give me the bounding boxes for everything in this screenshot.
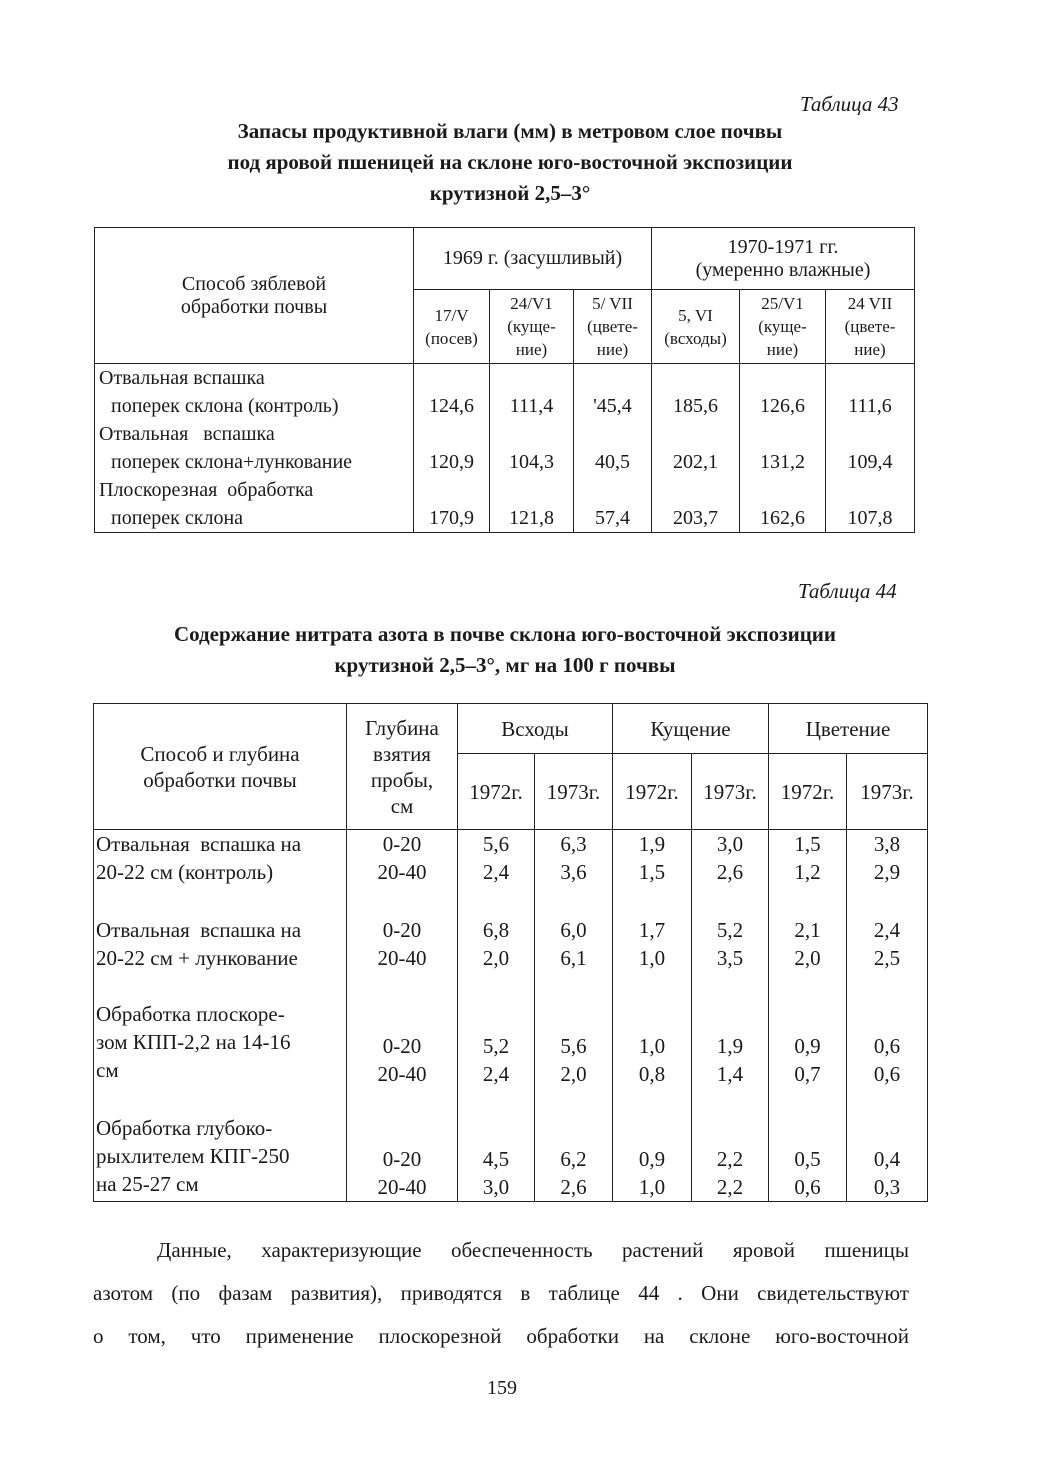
- header-year: 1972г.: [613, 754, 692, 830]
- cell-text: Отвальная вспашка: [99, 367, 265, 389]
- cell-text: 0,9: [638, 1147, 666, 1171]
- cell-text: Отвальная вспашка на: [96, 832, 302, 856]
- depth-cell: [347, 1114, 458, 1202]
- cell-text: 0,9: [794, 1033, 821, 1058]
- header-date: [574, 290, 652, 364]
- cell-text: 0,3: [873, 1175, 901, 1199]
- header-depth: [347, 704, 458, 830]
- row-method: [95, 420, 414, 476]
- table-cell: [847, 916, 928, 974]
- header-text: (цвете-: [844, 317, 896, 336]
- cell-text: 3,5: [716, 945, 744, 970]
- table-cell: [613, 1000, 692, 1088]
- cell-text: 0,6: [794, 1175, 821, 1199]
- cell-text: 20-22 см + лункование: [96, 945, 298, 970]
- cell-text: 2,0: [794, 945, 821, 970]
- row-method: [94, 1000, 347, 1088]
- cell-text: поперек склона+лункование: [111, 451, 353, 473]
- header-text: ние): [854, 340, 886, 359]
- table-cell: 131,2: [740, 420, 826, 476]
- table-cell: 202,1: [652, 420, 740, 476]
- cell-text: 2,9: [873, 860, 901, 884]
- cell-text: на 25-27 см: [96, 1171, 199, 1196]
- table-row: [94, 1000, 928, 1088]
- header-year: 1973г.: [847, 754, 928, 830]
- table-cell: [458, 1114, 535, 1202]
- header-text: 5, VI: [678, 305, 713, 325]
- table-row: [95, 420, 915, 476]
- header-text: (цвете-: [587, 317, 638, 336]
- header-date: [826, 290, 915, 364]
- header-text: 24 VII: [847, 294, 893, 313]
- cell-text: 1,4: [716, 1061, 744, 1086]
- cell-text: 6,8: [482, 917, 510, 942]
- cell-text: 2,5: [873, 945, 901, 970]
- header-years-1970-1971: [652, 228, 915, 290]
- cell-text: Обработка плоскоре-: [96, 1001, 285, 1026]
- spacer-row: [94, 974, 928, 1000]
- cell-text: 5,2: [482, 1033, 510, 1058]
- table-cell: 104,3: [490, 420, 574, 476]
- cell-text: 1,9: [638, 832, 666, 856]
- header-text: обработки почвы: [143, 767, 297, 792]
- cell-text: рыхлителем КПГ-250: [96, 1143, 290, 1168]
- table44-caption: Таблица 44: [798, 579, 897, 603]
- paragraph-line: азотом (по фазам развития), приводятся в таблице 44 . Они свидетельствуют: [93, 1281, 909, 1305]
- body-paragraph: [93, 1229, 909, 1358]
- cell-text: 1,9: [716, 1033, 744, 1058]
- table-row: [95, 364, 915, 421]
- cell-text: 20-40: [377, 1175, 427, 1199]
- row-method: [95, 476, 414, 533]
- table-cell: 111,4: [490, 364, 574, 421]
- header-text: (куще-: [758, 317, 807, 336]
- header-text: пробы,: [370, 767, 434, 792]
- cell-text: 0,8: [638, 1061, 666, 1086]
- cell-text: 5,6: [560, 1033, 587, 1058]
- table-cell: [458, 916, 535, 974]
- cell-text: 3,0: [716, 832, 744, 856]
- cell-text: 2,6: [716, 860, 744, 884]
- depth-cell: [347, 916, 458, 974]
- header-text: (умеренно влажные): [695, 258, 871, 281]
- header-text: Глубина: [365, 715, 439, 740]
- table-cell: [535, 830, 613, 890]
- header-date: [740, 290, 826, 364]
- cell-text: 2,1: [794, 917, 821, 942]
- table-row: [95, 476, 915, 533]
- cell-text: Плоскорезная обработка: [99, 479, 314, 501]
- header-year: 1972г.: [458, 754, 535, 830]
- cell-text: 2,4: [482, 1061, 510, 1086]
- table-cell: 124,6: [414, 364, 490, 421]
- table-row: [94, 916, 928, 974]
- cell-text: 6,1: [560, 945, 587, 970]
- cell-text: 0,5: [794, 1147, 821, 1171]
- table-cell: 111,6: [826, 364, 915, 421]
- cell-text: 20-22 см (контроль): [96, 860, 274, 884]
- table-row: [94, 830, 928, 890]
- table-cell: 126,6: [740, 364, 826, 421]
- table-cell: 107,8: [826, 476, 915, 533]
- table-cell: [692, 916, 769, 974]
- table44-title-line: Содержание нитрата азота в почве склона юго-восточной экспозиции: [174, 622, 836, 646]
- cell-text: 3,6: [560, 860, 587, 884]
- table-cell: 162,6: [740, 476, 826, 533]
- table-cell: [769, 1114, 847, 1202]
- table-cell: 121,8: [490, 476, 574, 533]
- table-cell: [769, 830, 847, 890]
- table-cell: 40,5: [574, 420, 652, 476]
- cell-text: 4,5: [482, 1147, 510, 1171]
- table-cell: [458, 1000, 535, 1088]
- soil-moisture-table: [94, 227, 915, 533]
- table-cell: [769, 916, 847, 974]
- header-text: 1970-1971 гг.: [727, 235, 839, 258]
- table43-title-line: Запасы продуктивной влаги (мм) в метровом слое почвы: [237, 119, 783, 143]
- table-cell: 203,7: [652, 476, 740, 533]
- table-row: [94, 1114, 928, 1202]
- header-date: [652, 290, 740, 364]
- table-cell: [847, 1114, 928, 1202]
- header-phase: Цветение: [769, 704, 928, 754]
- table-cell: [692, 1000, 769, 1088]
- header-text: ние): [515, 340, 548, 359]
- cell-text: 1,0: [638, 1033, 666, 1058]
- table43-title-line: под яровой пшеницей на склоне юго-восточной экспозиции: [227, 150, 793, 174]
- cell-text: 6,0: [560, 917, 587, 942]
- cell-text: 0-20: [382, 1147, 422, 1171]
- header-date: [414, 290, 490, 364]
- table-cell: [458, 830, 535, 890]
- header-text: (посев): [425, 328, 478, 348]
- table-cell: [847, 830, 928, 890]
- cell-text: 0,4: [873, 1147, 901, 1171]
- table43-title-line: крутизной 2,5–3°: [429, 181, 591, 205]
- cell-text: 6,3: [560, 832, 587, 856]
- header-date: [490, 290, 574, 364]
- page-number: 159: [487, 1377, 517, 1399]
- table43-title: [150, 116, 870, 209]
- table-cell: [692, 1114, 769, 1202]
- cell-text: зом КПП-2,2 на 14-16: [96, 1029, 291, 1054]
- table-cell: '45,4: [574, 364, 652, 421]
- table-cell: [535, 916, 613, 974]
- cell-text: 2,2: [716, 1175, 744, 1199]
- cell-text: 2,2: [716, 1147, 744, 1171]
- cell-text: 1,5: [638, 860, 666, 884]
- depth-cell: [347, 830, 458, 890]
- spacer-row: [94, 890, 928, 916]
- cell-text: 1,7: [638, 917, 666, 942]
- cell-text: 0,7: [794, 1061, 821, 1086]
- row-method: [94, 830, 347, 890]
- header-text: 17/V: [434, 305, 469, 325]
- row-method: [94, 916, 347, 974]
- cell-text: 2,4: [482, 860, 510, 884]
- cell-text: 20-40: [377, 945, 427, 970]
- table-cell: [613, 916, 692, 974]
- cell-text: 2,4: [873, 917, 901, 942]
- nitrate-table: [93, 703, 928, 1202]
- header-phase: Кущение: [613, 704, 769, 754]
- header-text: 1969 г. (засушливый): [442, 247, 623, 269]
- cell-text: 20-40: [377, 1061, 427, 1086]
- table-cell: [613, 830, 692, 890]
- cell-text: 2,0: [560, 1061, 587, 1086]
- cell-text: 5,6: [482, 832, 510, 856]
- header-phase: Всходы: [458, 704, 613, 754]
- header-text: см: [390, 793, 414, 818]
- table-cell: 185,6: [652, 364, 740, 421]
- spacer-row: [94, 1088, 928, 1114]
- cell-text: 3,0: [482, 1175, 510, 1199]
- cell-text: Отвальная вспашка: [99, 423, 275, 445]
- cell-text: поперек склона (контроль): [111, 395, 339, 417]
- cell-text: 1,0: [638, 1175, 666, 1199]
- table-cell: 170,9: [414, 476, 490, 533]
- header-text: ние): [766, 340, 799, 359]
- table-cell: 57,4: [574, 476, 652, 533]
- table-cell: [613, 1114, 692, 1202]
- header-year: 1973г.: [692, 754, 769, 830]
- header-text: ние): [596, 340, 629, 359]
- cell-text: 0-20: [382, 832, 422, 856]
- cell-text: 3,8: [873, 832, 901, 856]
- cell-text: 2,0: [482, 945, 510, 970]
- row-method: [94, 1114, 347, 1202]
- cell-text: 20-40: [377, 860, 427, 884]
- cell-text: 2,6: [560, 1175, 587, 1199]
- table44-title: [60, 619, 950, 681]
- header-year: 1973г.: [535, 754, 613, 830]
- cell-text: Обработка глубоко-: [96, 1115, 273, 1140]
- cell-text: 0,6: [873, 1033, 901, 1058]
- cell-text: 0,6: [873, 1061, 901, 1086]
- header-year-1969: [414, 228, 652, 290]
- header-text: 24/V1: [510, 294, 553, 313]
- header-text: (куще-: [507, 317, 556, 336]
- cell-text: 0-20: [382, 1033, 422, 1058]
- header-text: взятия: [373, 741, 431, 766]
- table-cell: [769, 1000, 847, 1088]
- table-cell: [692, 830, 769, 890]
- header-method: [94, 704, 347, 830]
- cell-text: поперек склона: [111, 507, 244, 529]
- table-cell: 109,4: [826, 420, 915, 476]
- table-cell: [535, 1114, 613, 1202]
- table-cell: [535, 1000, 613, 1088]
- header-text: Способ зяблевой: [181, 272, 327, 295]
- table43-caption: Таблица 43: [800, 92, 899, 116]
- cell-text: 0-20: [382, 917, 422, 942]
- depth-cell: [347, 1000, 458, 1088]
- cell-text: см: [96, 1057, 119, 1082]
- header-method: [95, 228, 414, 364]
- header-text: 25/V1: [761, 294, 804, 313]
- cell-text: 1,2: [794, 860, 821, 884]
- header-text: (всходы): [664, 328, 727, 348]
- cell-text: 1,0: [638, 945, 666, 970]
- cell-text: 1,5: [794, 832, 821, 856]
- paragraph-line: Данные, характеризующие обеспеченность растений яровой пшеницы: [157, 1238, 909, 1262]
- header-text: Способ и глубина: [140, 741, 300, 766]
- header-text: обработки почвы: [180, 295, 328, 318]
- row-method: [95, 364, 414, 421]
- header-year: 1972г.: [769, 754, 847, 830]
- table44-title-line: крутизной 2,5–3°, мг на 100 г почвы: [334, 653, 676, 677]
- table-cell: 120,9: [414, 420, 490, 476]
- cell-text: Отвальная вспашка на: [96, 917, 302, 942]
- paragraph-line: о том, что применение плоскорезной обработки на склоне юго-восточной: [93, 1324, 909, 1348]
- header-text: 5/ VII: [592, 294, 633, 313]
- cell-text: 5,2: [716, 917, 744, 942]
- cell-text: 6,2: [560, 1147, 587, 1171]
- table-cell: [847, 1000, 928, 1088]
